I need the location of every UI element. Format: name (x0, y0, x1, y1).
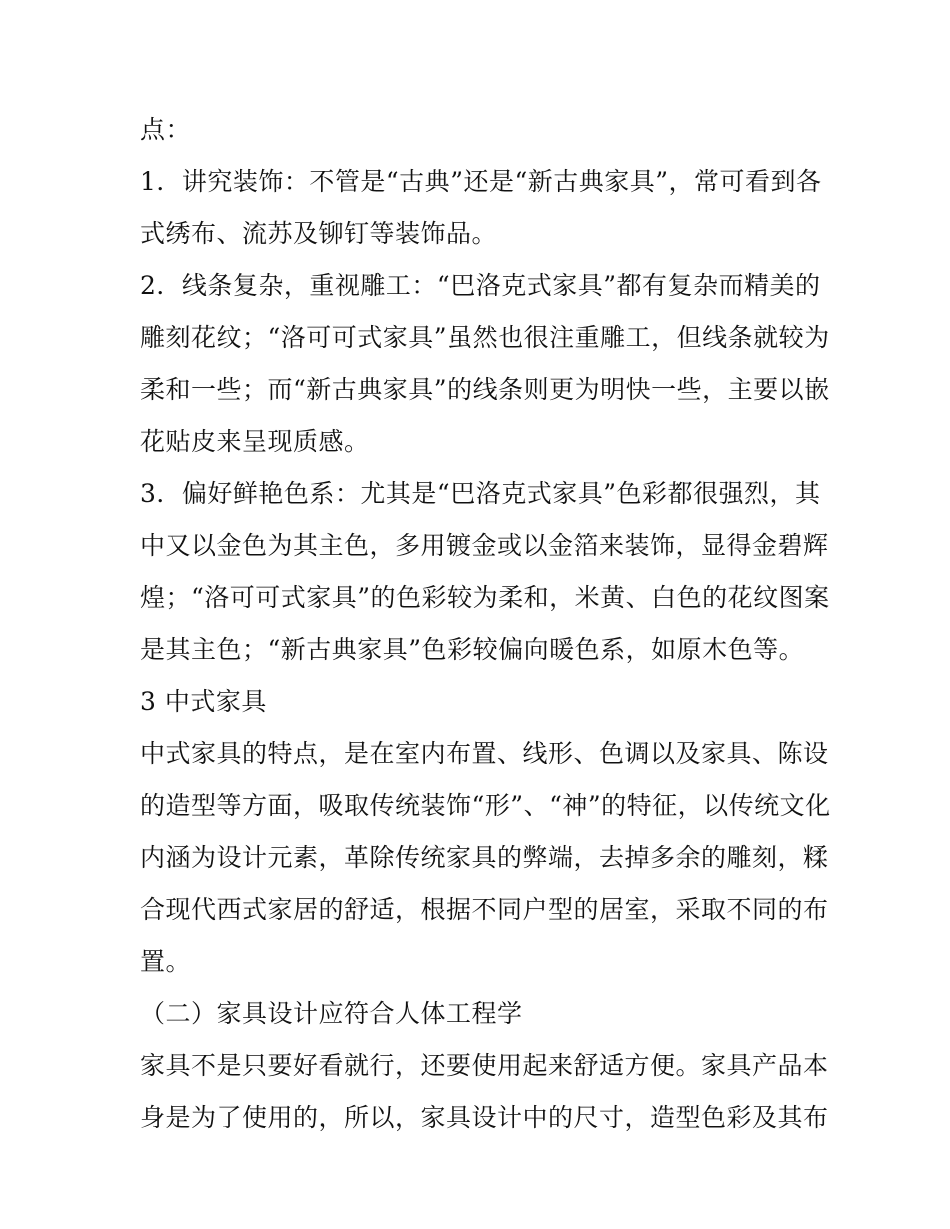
text-line: 合现代西式家居的舒适，根据不同户型的居室，采取不同的布 (140, 895, 829, 924)
text-line: 点： (140, 115, 192, 144)
text-line: 内涵为设计元素，革除传统家具的弊端，去掉多余的雕刻，糅 (140, 843, 829, 872)
text-line: 的造型等方面，吸取传统装饰“形”、“神”的特征，以传统文化 (140, 791, 831, 820)
text-line: 1．讲究装饰：不管是“古典”还是“新古典家具”，常可看到各 (140, 167, 822, 196)
text-line: 是其主色；“新古典家具”色彩较偏向暖色系，如原木色等。 (140, 635, 805, 664)
text-line: 雕刻花纹；“洛可可式家具”虽然也很注重雕工，但线条就较为 (140, 323, 830, 352)
text-line: 花贴皮来呈现质感。 (140, 427, 370, 456)
section-heading: 3 中式家具 (140, 687, 267, 716)
text-line: 3．偏好鲜艳色系：尤其是“巴洛克式家具”色彩都很强烈，其 (140, 479, 821, 508)
text-line: 2．线条复杂，重视雕工：“巴洛克式家具”都有复杂而精美的 (140, 271, 821, 300)
text-line: 身是为了使用的，所以，家具设计中的尺寸，造型色彩及其布 (140, 1103, 829, 1132)
text-line: 式绣布、流苏及铆钉等装饰品。 (140, 219, 498, 248)
text-line: 中又以金色为其主色，多用镀金或以金箔来装饰，显得金碧辉 (140, 531, 829, 560)
text-line: 中式家具的特点，是在室内布置、线形、色调以及家具、陈设 (140, 739, 829, 768)
document-page (140, 104, 831, 1144)
text-line: 家具不是只要好看就行，还要使用起来舒适方便。家具产品本 (140, 1051, 829, 1080)
section-heading: （二）家具设计应符合人体工程学 (140, 999, 523, 1028)
text-line: 置。 (140, 947, 192, 976)
text-line: 煌；“洛可可式家具”的色彩较为柔和，米黄、白色的花纹图案 (140, 583, 830, 612)
text-line: 柔和一些；而“新古典家具”的线条则更为明快一些，主要以嵌 (140, 375, 830, 404)
